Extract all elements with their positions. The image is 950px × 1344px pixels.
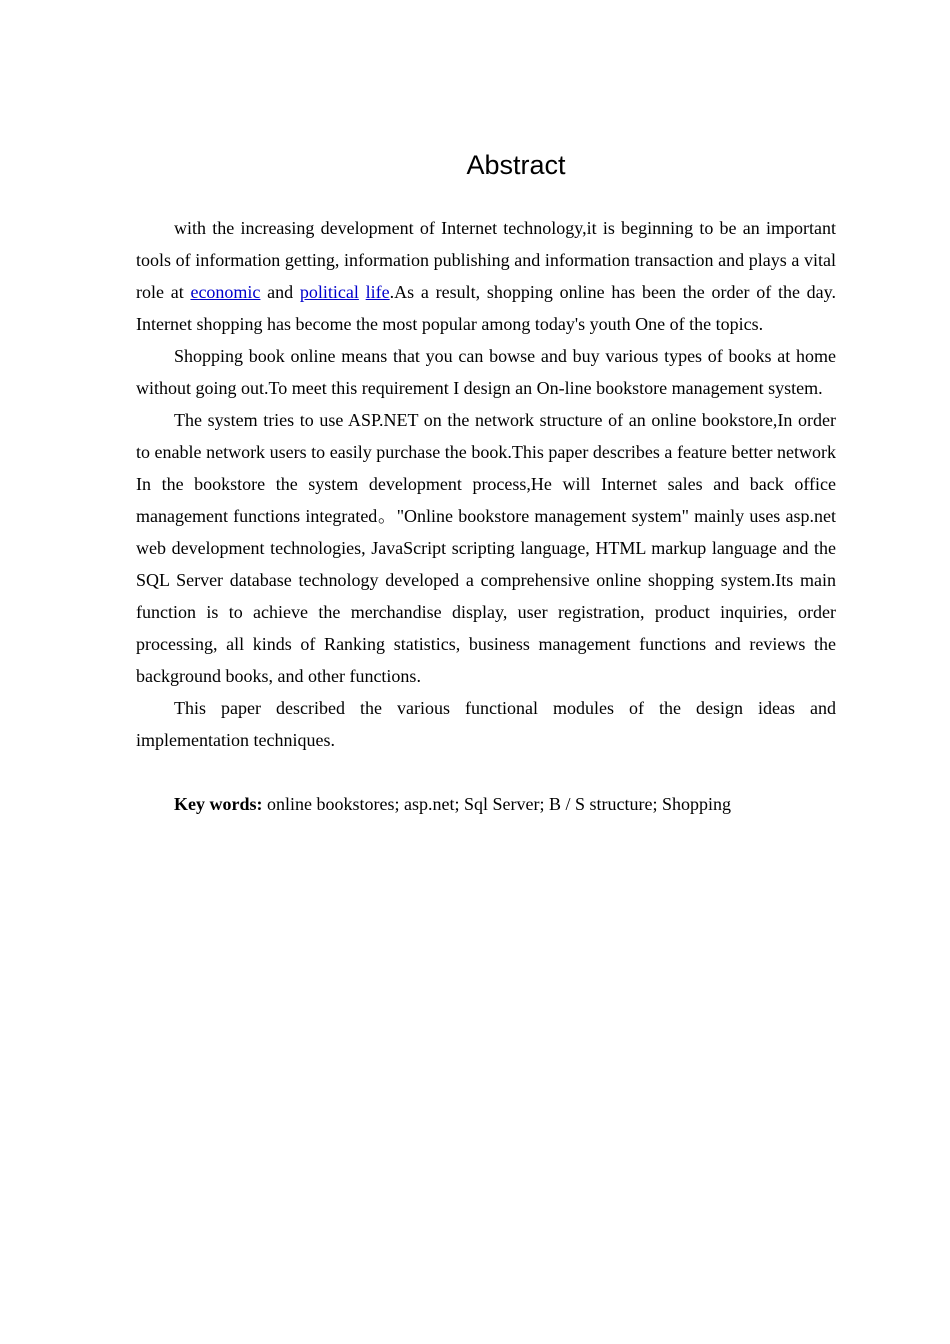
paragraph-1-text-and: and xyxy=(260,282,300,302)
political-link[interactable]: political xyxy=(299,282,359,302)
keywords-value: online bookstores; asp.net; Sql Server; B / S structure; Shopping xyxy=(262,794,731,814)
abstract-paragraph-2: Shopping book online means that you can bowse and buy various types of books at home without going out.To meet this requirement I design an On-line bookstore management system. xyxy=(136,346,836,398)
paragraph-1-text-end: .As a result, shopping online has been the order of the day. Internet shopping has become the most popular among today's youth One of the topics. xyxy=(136,282,836,334)
abstract-title: Abstract xyxy=(466,150,566,180)
paragraph-1-text-start: with the increasing development of Internet technology,it is beginning to be an important tools of information getting, information publishing and information transaction and plays a vital role at xyxy=(136,218,836,302)
abstract-paragraph-4: This paper described the various functional modules of the design ideas and implementation techniques. xyxy=(136,698,836,750)
economic-link[interactable]: economic xyxy=(190,282,261,302)
abstract-paragraph-1 xyxy=(136,212,836,340)
keywords-label: Key words: xyxy=(174,794,263,814)
keywords-line xyxy=(136,788,836,820)
abstract-paragraph-3: The system tries to use ASP.NET on the network structure of an online bookstore,In order to enable network users to easily purchase the book.This paper describes a feature better network In the bookstore the system development process,He will Internet sales and back office management functions integrated。"Online bookstore management system" mainly uses asp.net web development technologies, JavaScript scripting language, HTML markup language and the SQL Server database technology developed a comprehensive online shopping system.Its main function is to achieve the merchandise display, user registration, product inquiries, order processing, all kinds of Ranking statistics, business management functions and reviews the background books, and other functions. xyxy=(136,410,836,686)
life-link[interactable]: life xyxy=(365,282,390,302)
abstract-body xyxy=(136,212,836,820)
paragraph-1-text-space xyxy=(359,282,366,302)
